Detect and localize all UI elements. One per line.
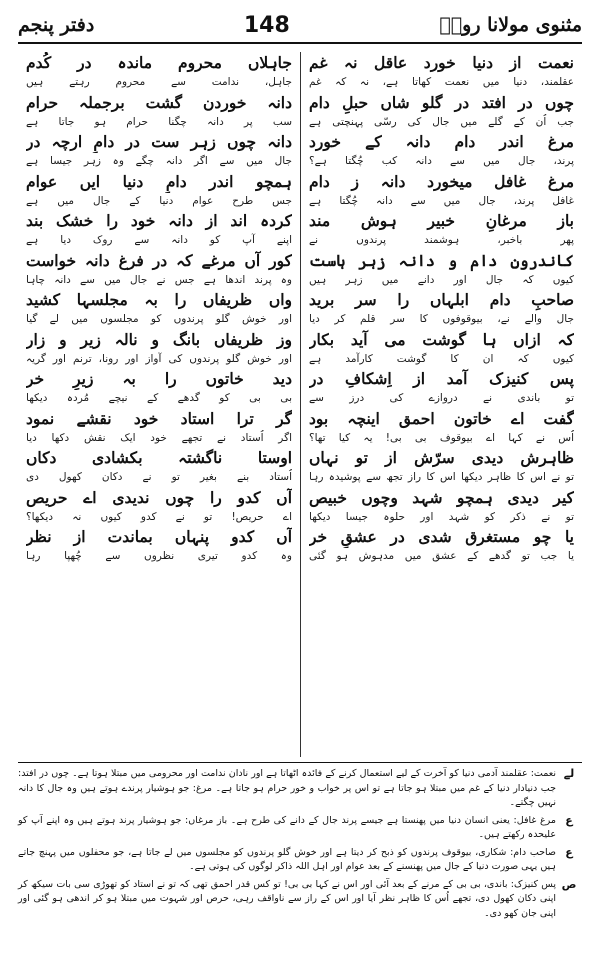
couplet: [309, 408, 574, 448]
urdu-gloss: کیوں کہ ان کا گوشت کارآمد ہے: [309, 352, 574, 365]
persian-verse: چوں در افتد در گلو شاں حبلِ دام: [309, 92, 574, 112]
page-number: 148: [243, 12, 290, 38]
urdu-gloss: بی بی کو گدھے کے نیچے مُردہ دیکھا: [26, 392, 292, 404]
couplet: [309, 171, 574, 211]
persian-verse: آں کدو را چوں ندیدی اے حریص: [26, 487, 292, 507]
page-header: [18, 8, 582, 44]
persian-verse: واں ظریفاں را بہ مجلسہا کشید: [26, 290, 292, 309]
footnote: [18, 846, 582, 875]
urdu-gloss: تو نے ذکر کو شہد اور حلوہ جیسا دیکھا: [309, 510, 574, 523]
couplet: [309, 52, 574, 92]
couplet: [26, 210, 292, 250]
left-column: [18, 52, 300, 757]
urdu-gloss: وہ کدو تیری نظروں سے چُھپا رہا: [26, 550, 292, 562]
urdu-gloss: پرند، جال میں سے دانہ کب چُگتا ہے؟: [309, 155, 574, 167]
footnote-marker: ع: [565, 813, 573, 827]
persian-verse: جاہلاں محروم ماندہ در کُدم: [26, 53, 292, 72]
persian-verse: کاندرونِ دام و دانہ زہر ہاست: [309, 250, 574, 270]
couplet: [309, 368, 574, 408]
urdu-gloss: پھر باخبر، ہوشمند پرندوں نے: [309, 234, 574, 246]
urdu-gloss: تو نے اس کا ظاہر دیکھا اس کا راز تجھ سے پوشیدہ رہا: [309, 471, 574, 483]
footnote-text: پس کنیزک: باندی، بی بی کے مرنے کے بعد آئی اور اس نے کہا بی بی! تو کس قدر احمق تھی کہ تو نے استاد کو تھوڑی سی بات سیکھ کر اپنی دکان کھول دی، تجھے اُس کا ظاہر نظر آیا اور اس کے راز سے ناواقف رہی، حرص اور شہوت میں مبتلا ہو کر اندھی ہو گئی اور اپنی جان کھو دی۔: [18, 878, 556, 919]
text-columns: [18, 52, 582, 757]
couplet: [309, 289, 574, 329]
footnote-marker: ص: [561, 877, 577, 891]
book-title: مثنوی مولانا رومؒ: [439, 14, 582, 36]
couplet: [309, 210, 574, 250]
right-column: [300, 52, 582, 757]
persian-verse: گفت اے خاتون احمق اینچہ بود: [309, 408, 574, 428]
urdu-gloss: سب پر دانہ چگنا حرام ہو جاتا ہے: [26, 115, 292, 128]
urdu-gloss: اُس نے کہا اے بیوقوف بی بی! یہ کیا تھا؟: [309, 431, 574, 444]
footnote: [18, 878, 582, 922]
persian-verse: دید خاتوں را بہ زیرِ خر: [26, 369, 292, 388]
couplet: [26, 52, 292, 92]
persian-verse: گر ترا استاد خود نقشے نمود: [26, 408, 292, 428]
footnote-marker: لے: [563, 767, 575, 780]
footnote-text: صاحب دام: شکاری، بیوقوف پرندوں کو ذبح کر دیتا ہے اور خوش گلو پرندوں کو مجلسوں میں لے جاتا ہے، جو محفلوں میں پہنچ جاتے ہیں یہی صورت دنیا کے جال میں پھنسنے کے بعد عوام اور اہل اللہ ذاکر لوگوں کی ہوتی ہے۔: [18, 846, 556, 872]
persian-verse: یا چو مستغرق شدی در عشقِ خر: [309, 527, 574, 546]
couplet: [309, 447, 574, 487]
couplet: [309, 131, 574, 171]
section-title: دفتر پنجم: [18, 14, 95, 36]
persian-verse: کور آں مرغے کہ در فرغ دانہ خواست: [26, 250, 292, 270]
persian-verse: کیر دیدی ہمچو شہد وچوں خبیص: [309, 487, 574, 507]
urdu-gloss: اور خوش گلو پرندوں کی آواز اور رونا، ترنم اور گریہ: [26, 352, 292, 365]
urdu-gloss: جاہل، ندامت سے محروم رہتے ہیں: [26, 76, 292, 88]
urdu-gloss: یا جب تو گدھے کے عشق میں مدہوش ہو گئی: [309, 550, 574, 562]
persian-verse: صاحبِ دام ابلہاں را سر برید: [309, 290, 574, 309]
couplet: [309, 526, 574, 566]
persian-verse: نعمت از دنیا خورد عاقل نہ غم: [309, 53, 574, 72]
persian-verse: آں کدو پنہاں بماندت از نظر: [26, 527, 292, 546]
urdu-gloss: جس طرح عوام دنیا کے جال میں ہے: [26, 194, 292, 207]
persian-verse: ہمچو اندر دامِ دنیا ایں عوام: [26, 171, 292, 191]
urdu-gloss: کیوں کہ جال اور دانے میں زہر ہیں: [309, 273, 574, 286]
couplet: [26, 526, 292, 566]
persian-verse: مرغ اندر دام دانہ کے خورد: [309, 132, 574, 151]
footnote-text: مرغ غافل: یعنی انسان دنیا میں پھنستا ہے جیسے پرند جال کے دانے کی طرح ہے۔ باز مرغاں: جو ہوشیار پرند ہوتے ہیں وہ اپنے آپ کو علیحدہ رکھتے ہیں۔: [18, 814, 556, 840]
urdu-gloss: تو باندی نے دروازے کی درز سے: [309, 392, 574, 404]
couplet: [309, 487, 574, 527]
couplet: [26, 368, 292, 408]
footnotes: [18, 762, 582, 959]
persian-verse: پس کنیزک آمد از اِشکافِ در: [309, 369, 574, 388]
couplet: [309, 250, 574, 290]
urdu-gloss: اور خوش گلو پرندوں کو مجلسوں میں لے گیا: [26, 313, 292, 325]
persian-verse: کہ ازاں ہا گوشت می آید بکار: [309, 329, 574, 349]
couplet: [26, 447, 292, 487]
urdu-gloss: اگر اُستاد نے تجھے خود ایک نقش دکھا دیا: [26, 431, 292, 444]
persian-verse: باز مرغانِ خبیر ہوش مند: [309, 211, 574, 230]
footnote-marker: ع: [565, 845, 573, 859]
urdu-gloss: اُستاد بنے بغیر تو نے دکان کھول دی: [26, 471, 292, 483]
urdu-gloss: اپنے آپ کو دانہ سے روک دیا ہے: [26, 234, 292, 246]
couplet: [26, 408, 292, 448]
couplet: [26, 171, 292, 211]
urdu-gloss: جب اُن کے گلے میں جال کی رسّی پہنچتی ہے: [309, 115, 574, 128]
footnote: [18, 767, 582, 811]
couplet: [309, 92, 574, 132]
footnote-text: نعمت: عقلمند آدمی دنیا کو آخرت کے لیے استعمال کرنے کے فائدہ اٹھاتا ہے اور نادان ندامت اور محرومی میں مبتلا ہوتا ہے۔ چوں در افتد: جب دنیادار دنیا کے غم میں مبتلا ہو جاتا ہے تو اس پر خواب و خور حرام ہو جاتا ہے۔ مرغ: جو ہوشیار پرندے ہوتے ہیں وہ جال کا دانہ نہیں چگتے۔: [18, 768, 556, 808]
couplet: [26, 329, 292, 369]
persian-verse: دانہ چوں زہر ست در دامِ ارچہ در: [26, 132, 292, 151]
urdu-gloss: اے حریص! تو نے کدو کیوں نہ دیکھا؟: [26, 510, 292, 523]
urdu-gloss: جال والے نے، بیوقوفوں کا سر قلم کر دیا: [309, 313, 574, 325]
couplet: [26, 131, 292, 171]
urdu-gloss: غافل پرند، جال میں سے دانہ چُگتا ہے: [309, 194, 574, 207]
persian-verse: اوستا ناگشتہ بکشادی دکاں: [26, 448, 292, 467]
persian-verse: مرغ غافل میخورد دانہ ز دام: [309, 171, 574, 191]
persian-verse: کردہ اند از دانہ خود را خشک بند: [26, 211, 292, 230]
persian-verse: ظاہرش دیدی سرّش از تو نہاں: [309, 448, 574, 467]
couplet: [309, 329, 574, 369]
couplet: [26, 250, 292, 290]
urdu-gloss: عقلمند، دنیا میں نعمت کھاتا ہے، نہ کہ غم: [309, 76, 574, 88]
urdu-gloss: وہ پرند اندھا ہے جس نے جال میں سے دانہ چاہا: [26, 273, 292, 286]
couplet: [26, 289, 292, 329]
footnote: [18, 814, 582, 843]
persian-verse: دانہ خوردن گشت برجملہ حرام: [26, 92, 292, 112]
couplet: [26, 487, 292, 527]
couplet: [26, 92, 292, 132]
urdu-gloss: جال میں سے اگر دانہ چگے وہ زہر جیسا ہے: [26, 155, 292, 167]
persian-verse: وز ظریفاں بانگ و نالہ زیر و زار: [26, 329, 292, 349]
